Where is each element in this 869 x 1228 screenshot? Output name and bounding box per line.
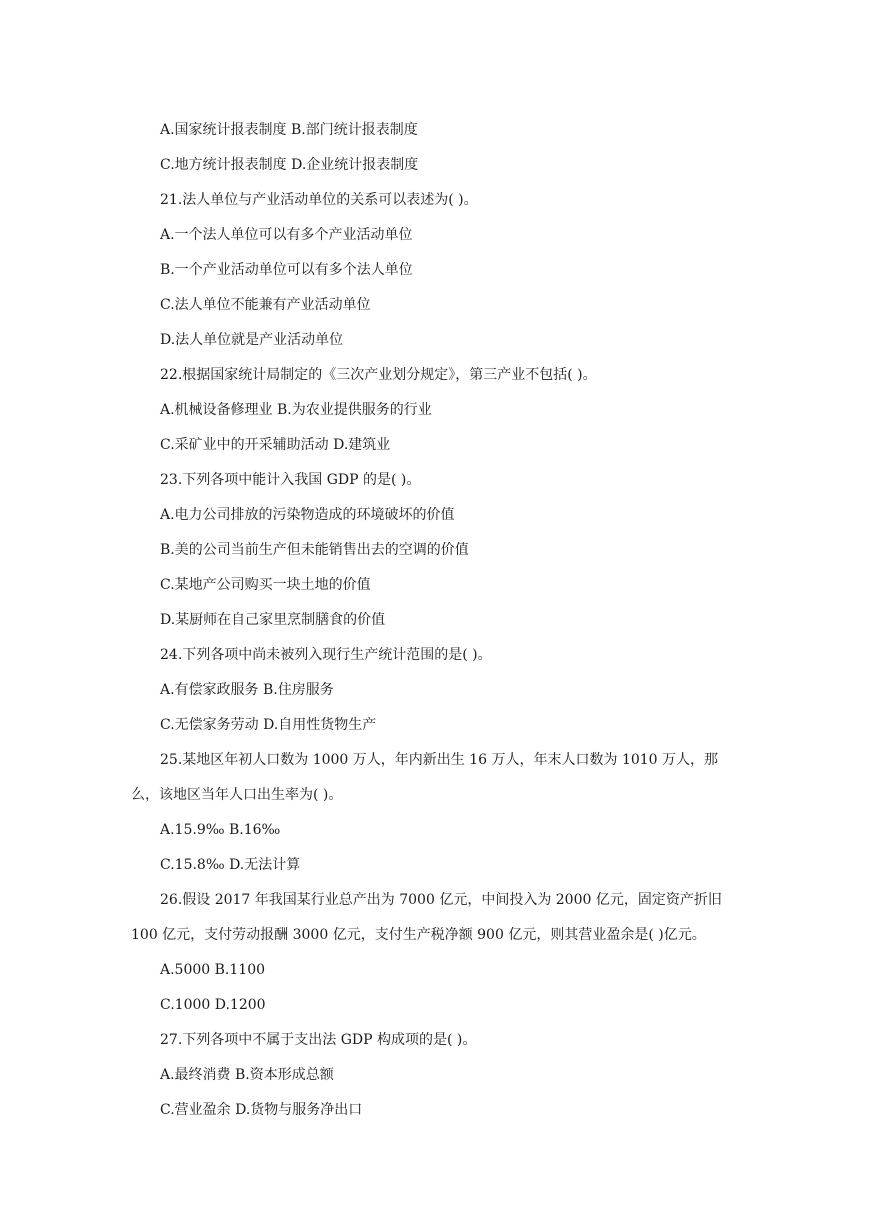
answer-options: C.采矿业中的开采辅助活动 D.建筑业 (160, 437, 391, 453)
answer-options: C.地方统计报表制度 D.企业统计报表制度 (160, 157, 419, 173)
answer-option: D.某厨师在自己家里烹制膳食的价值 (160, 612, 386, 628)
answer-option: C.某地产公司购买一块土地的价值 (160, 577, 371, 593)
answer-options: C.营业盈余 D.货物与服务净出口 (160, 1102, 363, 1118)
answer-option: B.一个产业活动单位可以有多个法人单位 (160, 262, 413, 278)
question-26: 26.假设 2017 年我国某行业总产出为 7000 亿元，中间投入为 2000 亿元，固定资产折旧 (160, 892, 722, 908)
question-24: 24.下列各项中尚未被列入现行生产统计范围的是( )。 (160, 647, 492, 663)
answer-options: C.无偿家务劳动 D.自用性货物生产 (160, 717, 377, 733)
question-22: 22.根据国家统计局制定的《三次产业划分规定》，第三产业不包括( )。 (160, 367, 597, 383)
answer-options: C.1000 D.1200 (160, 997, 266, 1013)
answer-options: A.有偿家政服务 B.住房服务 (160, 682, 334, 698)
question-27: 27.下列各项中不属于支出法 GDP 构成项的是( )。 (160, 1032, 477, 1048)
answer-option: D.法人单位就是产业活动单位 (160, 332, 344, 348)
question-21: 21.法人单位与产业活动单位的关系可以表述为( )。 (160, 192, 478, 208)
answer-options: A.15.9‰ B.16‰ (160, 822, 281, 838)
answer-option: C.法人单位不能兼有产业活动单位 (160, 297, 371, 313)
answer-options: A.最终消费 B.资本形成总额 (160, 1067, 334, 1083)
question-26-continued: 100 亿元，支付劳动报酬 3000 亿元，支付生产税净额 900 亿元，则其营业盈余是( )亿元。 (131, 927, 706, 943)
answer-options: A.5000 B.1100 (160, 962, 266, 978)
answer-option: A.电力公司排放的污染物造成的环境破坏的价值 (160, 507, 455, 523)
question-25: 25.某地区年初人口数为 1000 万人，年内新出生 16 万人，年末人口数为 1010 万人，那 (160, 752, 719, 768)
answer-option: A.一个法人单位可以有多个产业活动单位 (160, 227, 413, 243)
answer-options: C.15.8‰ D.无法计算 (160, 857, 301, 873)
question-25-continued: 么，该地区当年人口出生率为( )。 (131, 787, 343, 803)
answer-options: A.机械设备修理业 B.为农业提供服务的行业 (160, 402, 432, 418)
answer-options: A.国家统计报表制度 B.部门统计报表制度 (160, 122, 418, 138)
question-text (0, 113, 869, 1128)
question-23: 23.下列各项中能计入我国 GDP 的是( )。 (160, 472, 421, 488)
answer-option: B.美的公司当前生产但未能销售出去的空调的价值 (160, 542, 469, 558)
